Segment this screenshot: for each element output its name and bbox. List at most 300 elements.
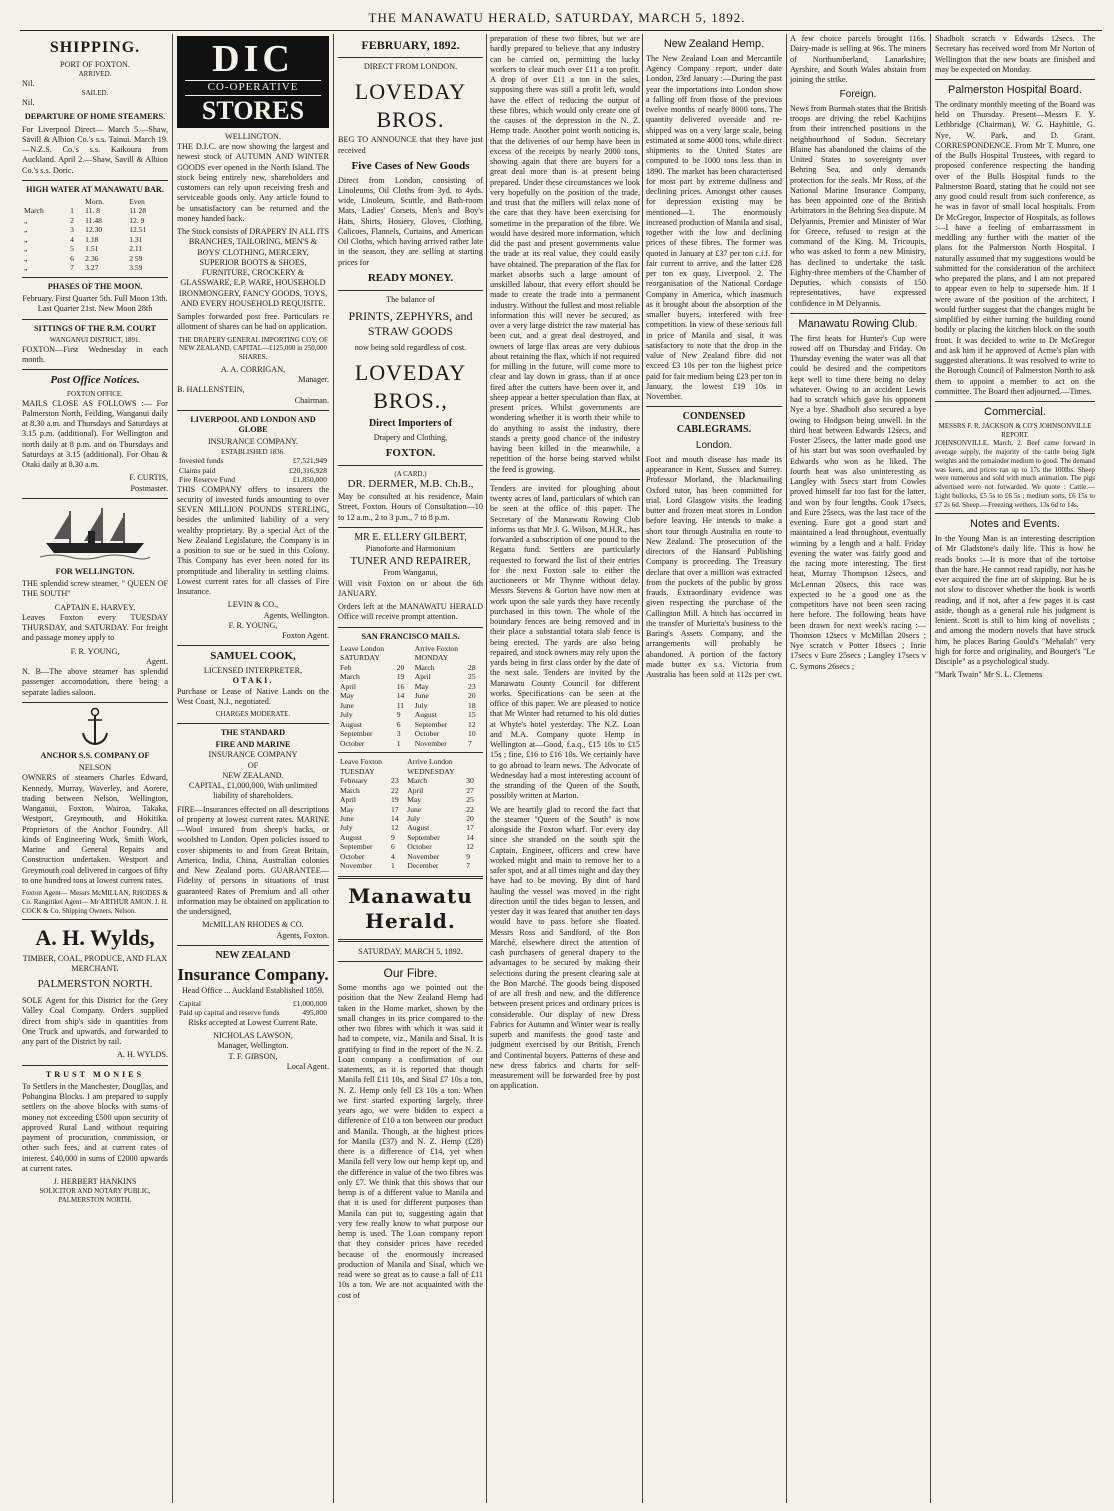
standard-of: OF [247, 760, 259, 770]
column-3 [338, 34, 483, 1503]
table-cell: July [340, 710, 353, 720]
table-cell: September [407, 832, 440, 842]
shipping-title: SHIPPING. [49, 39, 141, 56]
standard-title: THE STANDARD [220, 727, 286, 737]
standard-subtitle: FIRE AND MARINE [215, 740, 291, 750]
table-cell: 14 [396, 691, 405, 701]
table-cell: July [414, 700, 428, 710]
table-cell: 22 [391, 785, 399, 795]
card-label: (A CARD.) [394, 469, 427, 478]
table-row [338, 852, 483, 861]
prints-heading: PRINTS, ZEPHYRS, and STRAW GOODS [348, 308, 473, 338]
table-cell: „ [24, 263, 28, 273]
ready-money: READY MONEY. [367, 271, 454, 284]
twain-note: "Mark Twain" Mr S. L. Clemens [935, 670, 1043, 680]
court-title: SITTINGS OF THE R.M. COURT [33, 323, 157, 333]
nzi-title: NEW ZEALAND [215, 949, 291, 961]
wylds-body: SOLE Agent for this District for the Grey Valley Coal Company. Orders supplied direct from ship's side in quantities from One Truck and upwards, and forwarded to any part of the District by rail. [22, 996, 168, 1047]
local-news: Tenders are invited for ploughing about twenty acres of land, particulars of which can be seen at the office of this paper. The Secretary of the Manawatu Rowing Club informs us that Mr J. G. Wilson, M.H.R., has forwarded a subscription of one pound to the Regatta fund. Settlers are particularly requested to forward the list of their entries for the next Foxton sale to either the auctioneers or Mr Thynne without delay. Messrs Stevens & Gorton have now men at work upon the sale yards they have recently purchased in this town. The whole of the boundary fences are being removed and in their place a substantial totara slab fence is being erected. The yards are also being repaired, and stock owners may rely upon the yards being in first class order by the date of the next sale. Tenders are invited by the Manawatu County Council for different works. Specifications can be seen at the office of this paper. We are pleased to notice that Mr Winter had returned to his old duties at Whyte's hotel yesterday. The N.Z. Loan and M.A. Company quote Hemp in Wellington at—Good, f.a.q., £15 10s to £15 15s ; fine, £16 to £16 10s. We certainly have to go abroad to learn news. The Advocate of Wednesday had a most interesting account of the stranding of the Queen of the South, possibly written at Marton. [490, 483, 640, 801]
divider [22, 277, 168, 278]
fibre-body: Some months ago we pointed out the position that the New Zealand Hemp had taken in the Home market, shown by the small changes in its price compared to the other two fibres with which it was said it had to compete, viz., Manila and Sisal. It is gratifying to find in the report of the N. Z. Loan company a confirmation of our statements, as it is reported that though Manila fell £11 10s, and Sisal £7 10s a ton, N. Z. Hemp only fell £3 10s a ton. When we first started exporting largely, three years ago, we were bidden to expect a difference of £10 a ton between our product and Manila. Though, at the highest prices for Manila (£37) and N. Z. Hemp (£28) there is a difference of £14, yet when Manila fell very low our hemp kept up, and the difference in value of the two fibres was only £7. We think that this shows that our hemp is of a different value to Manila and that it is used for different purposes than Manila can put to, suggesting again that very few really know to what purpose our hemp is used. The Loan company report that they consider prices have receded because of the enormously increased production of Manila and Sisal, which we read were so great as to cause a fall of £11 10s a ton. We are not acquainted with the cost of [338, 983, 483, 1300]
table-cell: May [414, 681, 429, 691]
table-cell: 4 [391, 851, 395, 861]
table-cell: 6 [70, 253, 74, 263]
table-cell: 11 [396, 700, 405, 710]
column-1 [22, 34, 168, 1503]
table-cell: 18 [468, 700, 476, 710]
rowing-title: Manawatu Rowing Club. [798, 317, 918, 330]
hemp-body: The New Zealand Loan and Mercantile Agency Company report, under date London, 23rd January :—During the past year the importations into London show a falling off from those of the previous twelve months of nearly 8000 tons. The quantity delivered overside and re-shipped was on a very large scale, being estimated at some 4000 tons, while direct shipments to the United States are computed to be 1000 tons less than in 1890. The market has been characterised for most part by extreme dullness and declining prices. Amongst other causes for depression existing may be mentioned—1. The enormously increased production of Manila and sisal, together with the low and declining prices of these fibres. The former was quoted in January at £37 per ton c.i.f. for fair current to arrive, and the latter £28 per ton ex quay, Liverpool. 2. The reorganisation of the National Cordage Company in America, which inasmuch as it brought about the absorption of the smaller buyers, interfered with free competition. In view of these serious fall in price of Manila and sisal, it was satisfactory to note that the drop in the value of New Zealand fibre did not exceed £3 10s per ton the highest price paid for fair medium being £23 per ton in January, the lowest £19 10s in November. [646, 53, 782, 401]
table-cell: April [340, 795, 357, 805]
table-cell: 14 [391, 813, 399, 823]
standard-agents: McMILLAN RHODES & CO. [202, 920, 304, 930]
table-cell: 10 [468, 729, 476, 739]
table-cell: Invested funds [179, 456, 224, 466]
liverpool-established: ESTABLISHED 1836. [221, 447, 285, 456]
table-cell: 9 [466, 851, 471, 861]
table-cell: „ [24, 253, 28, 263]
table-cell: Fire Reserve Fund [179, 475, 236, 485]
divider [177, 645, 329, 646]
wylds-location: PALMERSTON NORTH. [37, 978, 153, 991]
loveday-announce: BEG TO ANNOUNCE that they have just received [338, 135, 483, 155]
divider [338, 527, 483, 528]
table-cell: £7,521,949 [292, 456, 327, 466]
divider [338, 939, 483, 942]
divider [177, 945, 329, 946]
masthead-rule [20, 30, 1102, 31]
divider [790, 313, 926, 314]
table-cell: 20 [466, 813, 474, 823]
table-row [22, 244, 168, 253]
table-cell: 2.11 [129, 244, 143, 254]
dic-logo [177, 36, 329, 128]
table-row [338, 776, 483, 785]
gilbert-title: MR E. ELLERY GILBERT, [354, 531, 467, 543]
dic-samples: Samples forwarded post free. Particulars re allotment of shares can be had on application. [177, 312, 329, 332]
table-row [338, 701, 483, 710]
table-cell: 11 28 [129, 206, 146, 216]
divider [338, 57, 483, 58]
divider [935, 401, 1095, 402]
moon-body: February. First Quarter 5th. Full Moon 13th. Last Quarter 21st. New Moon 28th [22, 294, 168, 314]
table-row [338, 795, 483, 804]
mail-table-2 [338, 757, 483, 871]
liverpool-funds-table [177, 456, 329, 484]
hospital-body: The ordinary monthly meeting of the Board was held on Thursday. Present—Messrs F. Y. Lethbridge (Chairman), W. G. Hayhittle, G. Nye, W. Park, and D. Grant. CORRESPONDENCE. From Mr T. Munro, one of the Bulls Hospital Trustees, with regard to proposed conference respecting the handing over of the Bulls Hospital funds to the Palmerston Board, stating that he could not see any good could result from such conference, as he was in favor of small local hospitals. From Dr McGregor, Inspector of Hospitals, as follows :—I have a feeling of embarrassment in meddling any further with the matter of the plans for the Palmerston North Hospital. I naturally assumed that my suggestions would be submitted for the consideration of the architect who prepared the plans, and I am not prepared to appear even to help to supersede him. If I were aware of the position of the architect, I would further suggest that the changes might be simplified by either turning the building round bodily or placing the kitchen block on the south front. It was decided to write to Dr McGregor and ask him if he approved of Acme's plan with suggested alterations. It was resolved to write to the Borough Council of Palmerston North to ask them to appoint a member to act on the committee. The Board then adjourned.—Times. [935, 99, 1095, 396]
tide-header-cell [68, 197, 83, 206]
table-cell: November [414, 738, 447, 748]
table-cell: 4 [70, 234, 74, 244]
table-cell: August [340, 832, 362, 842]
balance-label: The balance of [386, 294, 435, 304]
departure-body: For Liverpool Direct— March 5.—Shaw, Savill & Albion Co.'s s.s. Tainui. March 19.—N.Z.S. Co.'s s.s. Kaikoura from Auckland. April 2.—Shaw, Savill & Albion Co.'s s.s. Doric. [22, 124, 168, 175]
table-cell: 19 [396, 672, 405, 682]
anchor-subtitle: NELSON [78, 763, 112, 773]
post-office-body: MAILS CLOSE AS FOLLOWS :— For Palmerston North, Feilding, Wanganui daily at 8.30 a.m. and Thursdays and Saturdays at 3.15 p.m. (additional). For Wellington and north daily at 8 p.m. and on Thursdays and Saturdays at 3.15 (additional). For Ohau & Otaki daily at 8.30 a.m. [22, 398, 168, 470]
postmaster-title: Postmaster. [130, 483, 168, 493]
prints-subtitle: now being sold regardless of cost. [354, 342, 467, 352]
dic-company: THE DRAPERY GENERAL IMPORTING COY, OF NEW ZEALAND, CAPITAL—£125,000 in 250,000 SHARES. [178, 335, 328, 361]
table-cell: 1 [391, 861, 395, 871]
table-cell: 1.51 [85, 244, 99, 254]
nzi-head-office: Head Office ... Auckland Established 1859. [182, 985, 324, 995]
column-6 [935, 34, 1095, 1503]
table-cell: Capital [179, 998, 201, 1008]
herald-nameplate: Manawatu Herald. [348, 883, 473, 933]
table-row [338, 729, 483, 738]
table-row [22, 206, 168, 215]
table-cell: March [407, 776, 428, 786]
tuner-subtitle: From Wanganui, [383, 568, 438, 578]
table-cell: 25 [466, 795, 474, 805]
sailed-label: SAILED. [81, 89, 109, 98]
table-cell: 1.18 [85, 234, 99, 244]
divider [338, 465, 483, 466]
table-cell: 12.30 [85, 225, 103, 235]
table-row [22, 225, 168, 234]
table-row [338, 663, 483, 672]
table-cell: June [407, 804, 422, 814]
dic-body: THE D.I.C. are now showing the largest and newest stock of AUTUMN AND WINTER GOODS ever opened in the North Island. The stock being entirely new, shareholders and customers can rely upon receiving fresh and serviceable goods only. Any article found to be unsatisfactory can be returned and the money handed back. [177, 142, 329, 223]
table-row [177, 456, 329, 465]
table-cell: „ [24, 234, 28, 244]
table-cell: 6 [391, 842, 395, 852]
importers-subtitle: Drapery and Clothing, [373, 432, 448, 442]
tuner-body: Will visit Foxton on or about the 6th JANUARY. [338, 578, 483, 598]
table-row [338, 823, 483, 832]
table-cell: October [407, 842, 432, 852]
local-news-2: We are heartily glad to record the fact that the steamer "Queen of the South" is now alongside the Foxton wharf. For every day since she stranded on the south spit the Captain, Engineer, officers and crew have worked might and main to remove her to a safer spot, and at all times night and day they have had to be moving. By dint of hard hauling the vessel was moved in the right direction until the tides began to lessen, and yester day it was feared that another ten days would have to pass before she floated. Messrs Ross and Sandford, of the Bon Marché, elsewhere direct the attention of cash purchasers of general drapery to the advantages to be secured by making their selections during the present clearing sale at the Bon Marché. The goods being disposed of are all fresh and new, and the difference between present prices and ordinary prices is considerable. Our display of new Dress Fabrics for Autumn and Winter wear is really superb and manifests the good taste and judgment exercised by our British, French and Continental buyers. Patterns of these and new dress fabrics and charts for self-measurement will be forwarded free by post on application. [490, 804, 640, 1091]
table-row [338, 786, 483, 795]
table-cell: 1 [70, 206, 74, 216]
standard-capital: CAPITAL, £1,000,000, With unlimited liability of shareholders. [188, 781, 318, 801]
rowing-body: The first heats for Hunter's Cup were rowed off on Thursday and Friday. On Thursday evening the water was all that could be desired and the competitors kept well to time there being no delay whatever. Owing to an accident Lewis had to scratch which gave his opponent Nye a bye. Shadbolt also secured a bye owing to Hodgson being unwell. In the third heat between Edwards 12secs, and Foster 25secs, the latter made good use of his start but was soon overhauled by Edwards who won as he liked. The fourth heat was also uninteresting as Langley with 5secs start from Cowles proved himself far too fast for the latter, and won by four lengths. Cook 17secs, and Eure 25secs, was the last race of the evening. Eure got a good start and maintained a lead throughout, eventually winning by a length and a half. Friday evening the water was fairly good and the racing more interesting. The first heat, Murray Thompson 12secs, and McLennan 20secs, this race was expected to be a good one as the competitors have not been seen racing here before. The following heats have been drawn for next week's racing :— Thomson 12secs v McMillan 20secs ; Nye scratch v Potter 18secs ; Inrie 17secs v Eure 25secs ; Langley 17secs v C. Symons 26secs ; [790, 333, 926, 671]
divider [22, 319, 168, 320]
table-cell: 2.36 [85, 253, 99, 263]
anchor-icon [80, 707, 110, 747]
dic-location: WELLINGTON. [224, 131, 281, 141]
column-divider [172, 34, 173, 1503]
foxton-heading: FOXTON. [385, 446, 436, 459]
table-row [338, 691, 483, 700]
table-cell: „ [24, 215, 28, 225]
column-2 [177, 34, 329, 1503]
table-cell: March [340, 672, 360, 682]
table-cell: April [414, 672, 431, 682]
wellington-body: THE splendid screw steamer, " QUEEN OF THE SOUTH" [22, 579, 168, 599]
table-cell: October [414, 729, 440, 739]
loveday-body: Direct from London, consisting of Linoleums, Oil Cloths from 3yd. to 4yds. wide, Linoleum, Scuttle, and Bath-room Mats, Ladies' Corsets, Men's and Boy's Hats, Shirts, Hosiery, Gloves, Clothing, Calicoes, Flannels, Curtains, and American Oil Cloths, which having arrived rather late in the season, they are selling at starting prices for [338, 175, 483, 267]
corrigan-name: A. A. CORRIGAN, [220, 364, 286, 374]
hallenstein-name: B. HALLENSTEIN, [177, 385, 245, 395]
column-divider [642, 34, 643, 1503]
table-cell: 17 [391, 804, 399, 814]
fibre-continued: preparation of these two fibres, but we are hardly prepared to believe that any industry can be carried on, permitting the lucky workers to clear much over £11 a ton profit. A drop of over £11 a ton in the sales, supposing there was still a profit left, would have the effect of reducing the output of these fibres, which would only create one of the causes of the depression in the N. Z. Hemp trade. Another point worth noticing is, that the deliveries of our hemp have been in excess of the receipts by nearly 2000 tons, showing again that there are buyers for a great deal more than is at present being prepared. Under these circumstances we look very hopefully on the position of the trade, and trust that the millers will relax none of the care that they have been exercising for sometime in the preparation of the fibre. We would have desired more information, which did the past and present governments value the trade at its real value, they could easily have obtained. The preparation of the flax for market absorbs such a large amount of unskilled labour, that every effort should be made to create the trade into a permanent industry. Without the fullest and most reliable information this will never be secured, as over a very large district the raw material has been cut, and a great deal destroyed, and owners of large flax areas are very dubious about retaining the flax, which if not required for milling in the future, will come more to clear and lay down in grass, than if at once fired after the cutters have been over it, and sheep appear a better speculation than flax, at present prices. Whilst governments are wondering whether it is worth their while to do anything to assist the industry, there stands a pretty good chance of the industry having been killed in the meanwhile, a repetition of the horse being starved whilst the feed is growing. [490, 34, 640, 474]
direct-importers: Direct Importers of [368, 418, 453, 429]
column-5 [646, 34, 926, 1503]
liverpool-title: LIVERPOOL AND LONDON AND GLOBE [190, 414, 316, 434]
commercial-title: Commercial. [984, 406, 1046, 418]
table-cell: 12 [391, 823, 399, 833]
table-cell: £1,000,000 [292, 998, 327, 1008]
divider [490, 479, 640, 480]
table-cell: 9 [396, 710, 401, 720]
corrigan-title: Manager. [298, 375, 329, 384]
divider [177, 410, 329, 411]
table-cell: 15 [468, 710, 476, 720]
young-title: Foxton Agent. [282, 631, 329, 641]
divider [338, 961, 483, 962]
table-row [22, 216, 168, 225]
column-5-flow [646, 34, 926, 1503]
agent-label: Agent. [145, 656, 168, 666]
column-divider [486, 34, 487, 1503]
court-subtitle: WANGANUI DISTRICT, 1891. [49, 335, 141, 344]
table-row [22, 254, 168, 263]
table-row [177, 1008, 329, 1017]
divider [177, 723, 329, 724]
table-cell: December [407, 861, 439, 871]
table-cell: May [340, 804, 354, 814]
tide-title: HIGH WATER AT MANAWATU BAR. [26, 184, 164, 194]
table-cell: 17 [466, 823, 474, 833]
table-row [177, 475, 329, 484]
table-row [338, 672, 483, 681]
arrived-value: Nil. [22, 79, 35, 88]
table-cell: £20,316,928 [289, 465, 327, 475]
tide-header-cell: Morn. [85, 197, 104, 206]
table-cell: 1.31 [129, 234, 143, 244]
table-row [338, 720, 483, 729]
mail-header-cell: Arrive Foxton MONDAY [414, 643, 459, 663]
dic-logo-subtitle: CO-OPERATIVE [185, 80, 321, 96]
fibre-title: Our Fibre. [383, 966, 438, 981]
table-cell: 11.48 [85, 215, 102, 225]
commercial-body: JOHNSONVILLE, March, 2. Beef came forward in average supply, the majority of the cattle being light weights and the remainder medium to good. The demand was keen, and prices ran up to 17s the 100lbs. Sheep were numerous and sold with much animation. The pigs advertised were not forwarded. We quote : Cattle.—Light bullocks, £5 5s to £6 5s ; medium sorts, £6 15s to £7 2s 6d. Sheep.—Freezing wethers, 13s 6d to 14s. [935, 439, 1095, 509]
divider [22, 369, 168, 370]
table-cell: 16 [396, 681, 405, 691]
commercial-subtitle: MESSRS F. R. JACKSON & CO'S JOHNSONVILLE REPORT. [938, 421, 1092, 439]
london-heading: London. [695, 440, 733, 452]
table-cell: February [340, 776, 368, 786]
divider [338, 876, 483, 879]
wylds-signature: A. H. WYLDS. [116, 1050, 168, 1060]
steamer-illustration [40, 503, 150, 563]
table-cell: June [340, 813, 354, 823]
table-cell: 23 [468, 681, 476, 691]
table-cell: 9 [391, 832, 395, 842]
table-row [338, 805, 483, 814]
young-name: F. R. YOUNG, [228, 620, 278, 630]
table-cell: 22 [466, 804, 474, 814]
column-4 [490, 34, 640, 1503]
court-body: FOXTON—First Wednesday in each month. [22, 344, 168, 364]
table-cell: August [340, 719, 362, 729]
table-cell: 30 [466, 776, 474, 786]
hallenstein-title: Chairman. [294, 395, 329, 405]
table-cell: 1 [396, 738, 401, 748]
trust-signature-title: SOLICITOR AND NOTARY PUBLIC, PALMERSTON NORTH. [39, 1187, 151, 1205]
hospital-title: Palmerston Hospital Board. [948, 84, 1082, 96]
nzi-agent: T. F. GIBSON, [228, 1051, 278, 1061]
mail-title: SAN FRANCISCO MAILS. [361, 631, 460, 641]
cook-title: SAMUEL COOK, [210, 650, 296, 663]
column-divider [930, 34, 931, 1503]
table-cell: September [414, 719, 448, 729]
nzi-subtitle: Insurance Company. [177, 965, 329, 985]
foreign-body: News from Burmah states that the British troops are driving the rebel Kachijins from their intrenched positions in the neighbourhood of Sodon. Secretary Blaine has abandoned the claims of the United States to sovereignty over Behring Sea, and only demands protection for the seals. Mr Ross, of the National Marine Insurance Company, has been appointed one of the British Arbitrators in the Behring Sea dispute. M Delyannis, Premier and Minister of War for Greece, refused to resign at the command of the King. M. Tricoupis, who was asked to form a new Ministry, has declined to undertake the task. Eighty-three members of the Chamber of Deputies, which consists of 150 representatives, have expressed confidence in M Delyannis. [790, 103, 926, 308]
arrived-label: ARRIVED. [78, 70, 112, 79]
rowing-continued: Shadbolt scratch v Edwards 12secs. The Secretary has received word from Mr Norton of Wellington that the new boats are finished and may be expected on Monday. [935, 34, 1095, 74]
table-cell: 19 [391, 795, 399, 805]
table-row [338, 861, 483, 870]
table-cell: 12. 9 [129, 215, 145, 225]
table-cell: April [407, 785, 424, 795]
table-row [22, 263, 168, 272]
table-cell: June [414, 691, 429, 701]
anchor-agents: Foxton Agent— Messrs McMILLAN, RHODES & Co. Rangitikei Agent— Mr ARTHUR AMON. J. H. COCK & Co. Shipping Owners, Nelson. [22, 889, 168, 915]
levin-title: Agents, Wellington. [263, 610, 329, 620]
wylds-subtitle: TIMBER, COAL, PRODUCE, AND FLAX MERCHANT. [22, 953, 168, 974]
table-cell: September [340, 729, 373, 739]
standard-agents-title: Agents, Foxton. [276, 930, 329, 940]
table-cell: October [340, 738, 365, 748]
table-cell: „ [24, 225, 28, 235]
table-cell: 7 [466, 861, 471, 871]
table-cell: 495,000 [302, 1008, 327, 1018]
ad-date: FEBRUARY, 1892. [361, 38, 460, 52]
table-cell: 12 [466, 842, 474, 852]
liverpool-body: THIS COMPANY offers to insurers the security of invested funds amounting to over SEVEN MILLION POUNDS STERLING, besides the unlimited liability of a very wealthy proprietary. By a special Act of the New Zealand Legislature, the Company is in a position to sue or be sued in this Colony. This Company has ever been noted for its promptitude and liberality in settling claims. Lowest current rates for all classes of Fire Insurance. [177, 484, 329, 597]
nzi-signature-title: Manager, Wellington. [217, 1041, 289, 1051]
wellington-title: FOR WELLINGTON. [55, 566, 135, 576]
table-cell: November [407, 851, 440, 861]
table-cell: Claims paid [179, 465, 216, 475]
table-cell: 6 [396, 719, 401, 729]
liverpool-subtitle: INSURANCE COMPANY. [207, 437, 299, 447]
post-office-title: Post Office Notices. [50, 374, 140, 387]
tide-table-header [22, 197, 168, 206]
table-cell: 3 [396, 729, 401, 739]
table-cell: March [24, 206, 44, 216]
tide-header-cell [22, 197, 68, 206]
departure-title: DEPARTURE OF HOME STEAMERS. [24, 112, 166, 122]
table-cell: 2 59 [129, 253, 143, 263]
cook-location: OTAKI. [232, 676, 274, 686]
table-row [177, 999, 329, 1008]
table-row [338, 710, 483, 719]
table-cell: „ [24, 244, 28, 254]
five-cases: Five Cases of New Goods [351, 159, 470, 172]
table-cell: 5 [70, 244, 74, 254]
nzi-body: Risks accepted at Lowest Current Rate. [188, 1017, 318, 1027]
trust-body: To Settlers in the Manchester, Dougllas, and Pohangina Blocks. I am prepared to supply settlers on the above blocks with sums of money not exceeding £500 upon security of approved Rural Land without requiring payment of procuration, commission, or other such fees, and at current rates of interest. £40,000 in sums of £2000 upwards at current rates. [22, 1081, 168, 1173]
divider [22, 1065, 168, 1066]
table-row [22, 235, 168, 244]
standard-subtitle-2: INSURANCE COMPANY [208, 750, 298, 760]
masthead: THE MANAWATU HERALD, SATURDAY, MARCH 5, 1892. [368, 10, 746, 25]
table-cell: 25 [468, 672, 476, 682]
table-cell: August [414, 710, 437, 720]
table-cell: September [340, 842, 373, 852]
table-cell: 7 [468, 738, 472, 748]
cable-body: Foot and mouth disease has made its appearance in Kent, Sussex and Surrey. Professor Morland, the blackmailing Oxford tutor, has been committed for trial. Lord Glasgow visits the leading butter and frozen meat stores in London before leaving. He intends to make a short tour through Australia en route to New Zealand. The prosecution of the directors of the Hansard Publishing Company is proceeding. The Treasury declare that over a million was extracted from the pockets of the public by gross frauds. Extraordinary evidence was given respecting the purchase of the Callington Mill. A hitch has occurred in the transfer of Murietta's business to the Baring's Assets Company, and the arrangements will probably be abandoned. A portion of the factory made butter ex s.s. Victoria from Australia has been sold at 112s per cwt. A few choice parcels brought 116s. Dairy-made is selling at 96s. The miners of Northumberland, Lanarkshire, Ayrshire, and South Wales abstain from joining the strike. [646, 34, 926, 679]
table-cell: 11. 8 [85, 206, 101, 216]
table-cell: August [407, 823, 430, 833]
table-cell: 3 [70, 225, 74, 235]
table-cell: 12 [468, 719, 476, 729]
mail-table-header [338, 757, 483, 776]
table-cell: 20 [396, 662, 405, 672]
table-row [338, 682, 483, 691]
standard-nz: NEW ZEALAND. [222, 770, 284, 780]
table-cell: 3.27 [85, 263, 99, 273]
divider [22, 498, 168, 499]
foreign-heading: Foreign. [839, 89, 877, 101]
captain-name: CAPTAIN E. HARVEY, [54, 602, 136, 612]
port-heading: PORT OF FOXTON. [60, 60, 130, 69]
dic-stock: The Stock consists of DRAPERY IN ALL ITS BRANCHES, TAILORING, MEN'S & BOYS' CLOTHING, MERCERY, SUPERIOR BOOTS & SHOES, FURNITURE, CROCKERY & GLASSWARE, E.P. WARE, HOUSEHOLD IRONMONGERY, FANCY GOODS, TOYS, AND EVERY HOUSEHOLD REQUISITE. [177, 227, 329, 308]
divider [935, 513, 1095, 514]
table-cell: May [340, 691, 354, 701]
cook-subtitle: LICENSED INTERPRETER, [203, 666, 303, 676]
table-cell: April [340, 681, 357, 691]
anchor-body: OWNERS of steamers Charles Edward, Kennedy, Murray, Waverley, and Aorere, trading between Nelson, Wellington, Wanganui, Foxton, Wairoa, Takaka, Westport, Greymouth, and Hokitika. Proprietors of the Anchor Foundry. All kinds of Engineering Work, Smith Work, Marine and General Repairs and Construction undertaken. Westport and Greymouth coal delivered in cargoes of fifty to one hundred tons at lowest current rates. [22, 773, 168, 885]
table-cell: 27 [466, 785, 474, 795]
table-cell: October [340, 851, 365, 861]
nzi-capital-table [177, 999, 329, 1018]
mail-header-cell: Arrive London WEDNESDAY [407, 757, 455, 776]
divider [935, 79, 1095, 80]
tide-table [22, 197, 168, 273]
table-row [338, 814, 483, 823]
loveday-title-2: LOVEDAY BROS., [354, 360, 467, 413]
dic-logo-stores: STORES [201, 95, 305, 125]
divider [22, 702, 168, 703]
agent-name: F. R. YOUNG, [70, 646, 120, 656]
anchor-title: ANCHOR S.S. COMPANY OF [40, 750, 150, 760]
table-cell: March [340, 785, 360, 795]
table-cell: July [340, 823, 353, 833]
post-office-subtitle: FOXTON OFFICE. [67, 389, 123, 398]
mail-table-header [338, 644, 483, 663]
mail-table-1 [338, 644, 483, 748]
table-cell: £1,850,000 [292, 475, 327, 485]
cook-body: Purchase or Lease of Native Lands on the West Coast, N.I., negotiated. [177, 686, 329, 706]
table-cell: June [340, 700, 354, 710]
gilbert-subtitle: Pianoforte and Harmonium [365, 544, 456, 554]
divider [22, 919, 168, 920]
table-row [338, 842, 483, 851]
table-cell: Paid up capital and reserve funds [179, 1008, 280, 1018]
table-cell: March [414, 662, 435, 672]
table-cell: 3.59 [129, 263, 143, 273]
standard-body: FIRE—Insurances effected on all descriptions of property at lowest current rates. MARINE—Wool insured from sheep's backs, or woolshed to London. Open policies issued to cover shipments to and from Great Britain, America, India, China, Australian colonies and New Zealand ports. GUARANTEE—Fidelity of persons in situations of trust guaranteed Rates of Premium and all other information may be obtained on application to the undersigned, [177, 804, 329, 917]
wylds-title: A. H. Wylds, [35, 925, 155, 951]
trust-title: TRUST MONIES [45, 1069, 145, 1079]
table-cell: 2 [70, 215, 74, 225]
dic-logo-text: DIC [212, 38, 294, 80]
table-cell: 28 [468, 662, 476, 672]
table-row [177, 466, 329, 475]
table-cell: 14 [466, 832, 474, 842]
table-cell: 20 [468, 691, 476, 701]
moon-title: PHASES OF THE MOON. [47, 281, 143, 291]
table-cell: 7 [70, 263, 74, 273]
mail-header-cell: Leave London SATURDAY [340, 643, 385, 663]
divider [646, 406, 782, 407]
